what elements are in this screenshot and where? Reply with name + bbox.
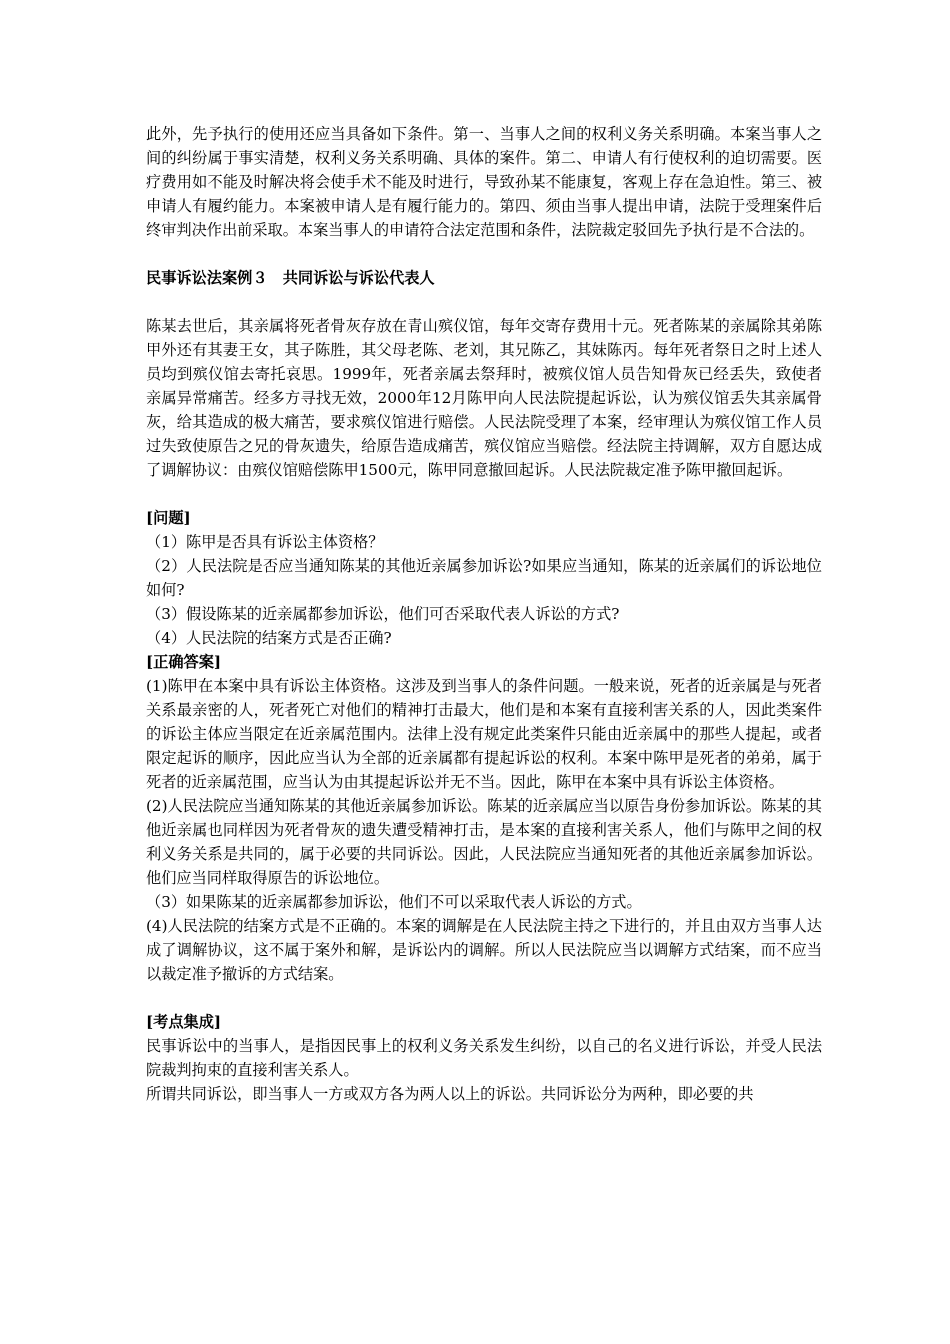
spacer — [146, 482, 822, 506]
question-item: （3）假设陈某的近亲属都参加诉讼，他们可否采取代表人诉讼的方式? — [146, 605, 620, 623]
question-item: （1）陈甲是否具有诉讼主体资格？ — [146, 533, 384, 551]
keypoint-item: 所谓共同诉讼，即当事人一方或双方各为两人以上的诉讼。共同诉讼分为两种，即必要的共 — [146, 1085, 754, 1103]
spacer — [146, 242, 822, 266]
spacer — [146, 290, 822, 314]
intro-paragraph: 此外，先予执行的使用还应当具备如下条件。第一、当事人之间的权利义务关系明确。本案当事人之间的纠纷属于事实清楚，权利义务关系明确、具体的案件。第二、申请人有行使权利的迫切需要。医疗费用如不能及时解决将会使手术不能及时进行，导致孙某不能康复，客观上存在急迫性。第三、被申请人有履约能力。本案被申请人是有履行能力的。第四、须由当事人提出申请，法院于受理案件后终审判决作出前采取。本案当事人的申请符合法定范围和条件，法院裁定驳回先予执行是不合法的。 — [146, 125, 822, 239]
document-page — [146, 122, 822, 1106]
answer-item: (4)人民法院的结案方式是不正确的。本案的调解是在人民法院主持之下进行的，并且由双方当事人达成了调解协议，这不属于案外和解，是诉讼内的调解。所以人民法院应当以调解方式结案，而不应当以裁定准予撤诉的方式结案。 — [146, 917, 822, 983]
answers-label: [正确答案] — [146, 653, 222, 671]
keypoints-label: [考点集成] — [146, 1013, 222, 1031]
case-title: 民事诉讼法案例３ 共同诉讼与诉讼代表人 — [146, 269, 435, 287]
keypoint-item: 民事诉讼中的当事人，是指因民事上的权利义务关系发生纠纷，以自己的名义进行诉讼，并受人民法院裁判拘束的直接利害关系人。 — [146, 1037, 822, 1079]
answer-item: (1)陈甲在本案中具有诉讼主体资格。这涉及到当事人的条件问题。一般来说，死者的近亲属是与死者关系最亲密的人，死者死亡对他们的精神打击最大，他们是和本案有直接利害关系的人，因此类案件的诉讼主体应当限定在近亲属范围内。法律上没有规定此类案件只能由近亲属中的那些人提起，或者限定起诉的顺序，因此应当认为全部的近亲属都有提起诉讼的权利。本案中陈甲是死者的弟弟，属于死者的近亲属范围，应当认为由其提起诉讼并无不当。因此，陈甲在本案中具有诉讼主体资格。 — [146, 677, 822, 791]
question-item: （4）人民法院的结案方式是否正确? — [146, 629, 392, 647]
answer-item: （3）如果陈某的近亲属都参加诉讼，他们不可以采取代表人诉讼的方式。 — [146, 893, 642, 911]
question-item: （2）人民法院是否应当通知陈某的其他近亲属参加诉讼?如果应当通知，陈某的近亲属们的诉讼地位如何? — [146, 557, 822, 599]
spacer — [146, 986, 822, 1010]
case-facts-paragraph: 陈某去世后，其亲属将死者骨灰存放在青山殡仪馆，每年交寄存费用十元。死者陈某的亲属除其弟陈甲外还有其妻王女，其子陈胜，其父母老陈、老刘，其兄陈乙，其妹陈丙。每年死者祭日之时上述人员均到殡仪馆去寄托哀思。1999年，死者亲属去祭拜时，被殡仪馆人员告知骨灰已经丢失，致使者亲属异常痛苦。经多方寻找无效，2000年12月陈甲向人民法院提起诉讼，认为殡仪馆丢失其亲属骨灰，给其造成的极大痛苦，要求殡仪馆进行赔偿。人民法院受理了本案，经审理认为殡仪馆工作人员过失致使原告之兄的骨灰遗失，给原告造成痛苦，殡仪馆应当赔偿。经法院主持调解，双方自愿达成了调解协议：由殡仪馆赔偿陈甲1500元，陈甲同意撤回起诉。人民法院裁定准予陈甲撤回起诉。 — [146, 317, 822, 479]
answer-item: (2)人民法院应当通知陈某的其他近亲属参加诉讼。陈某的近亲属应当以原告身份参加诉讼。陈某的其他近亲属也同样因为死者骨灰的遗失遭受精神打击，是本案的直接利害关系人，他们与陈甲之间的权利义务关系是共同的，属于必要的共同诉讼。因此，人民法院应当通知死者的其他近亲属参加诉讼。他们应当同样取得原告的诉讼地位。 — [146, 797, 822, 887]
questions-label: [问题] — [146, 509, 191, 527]
